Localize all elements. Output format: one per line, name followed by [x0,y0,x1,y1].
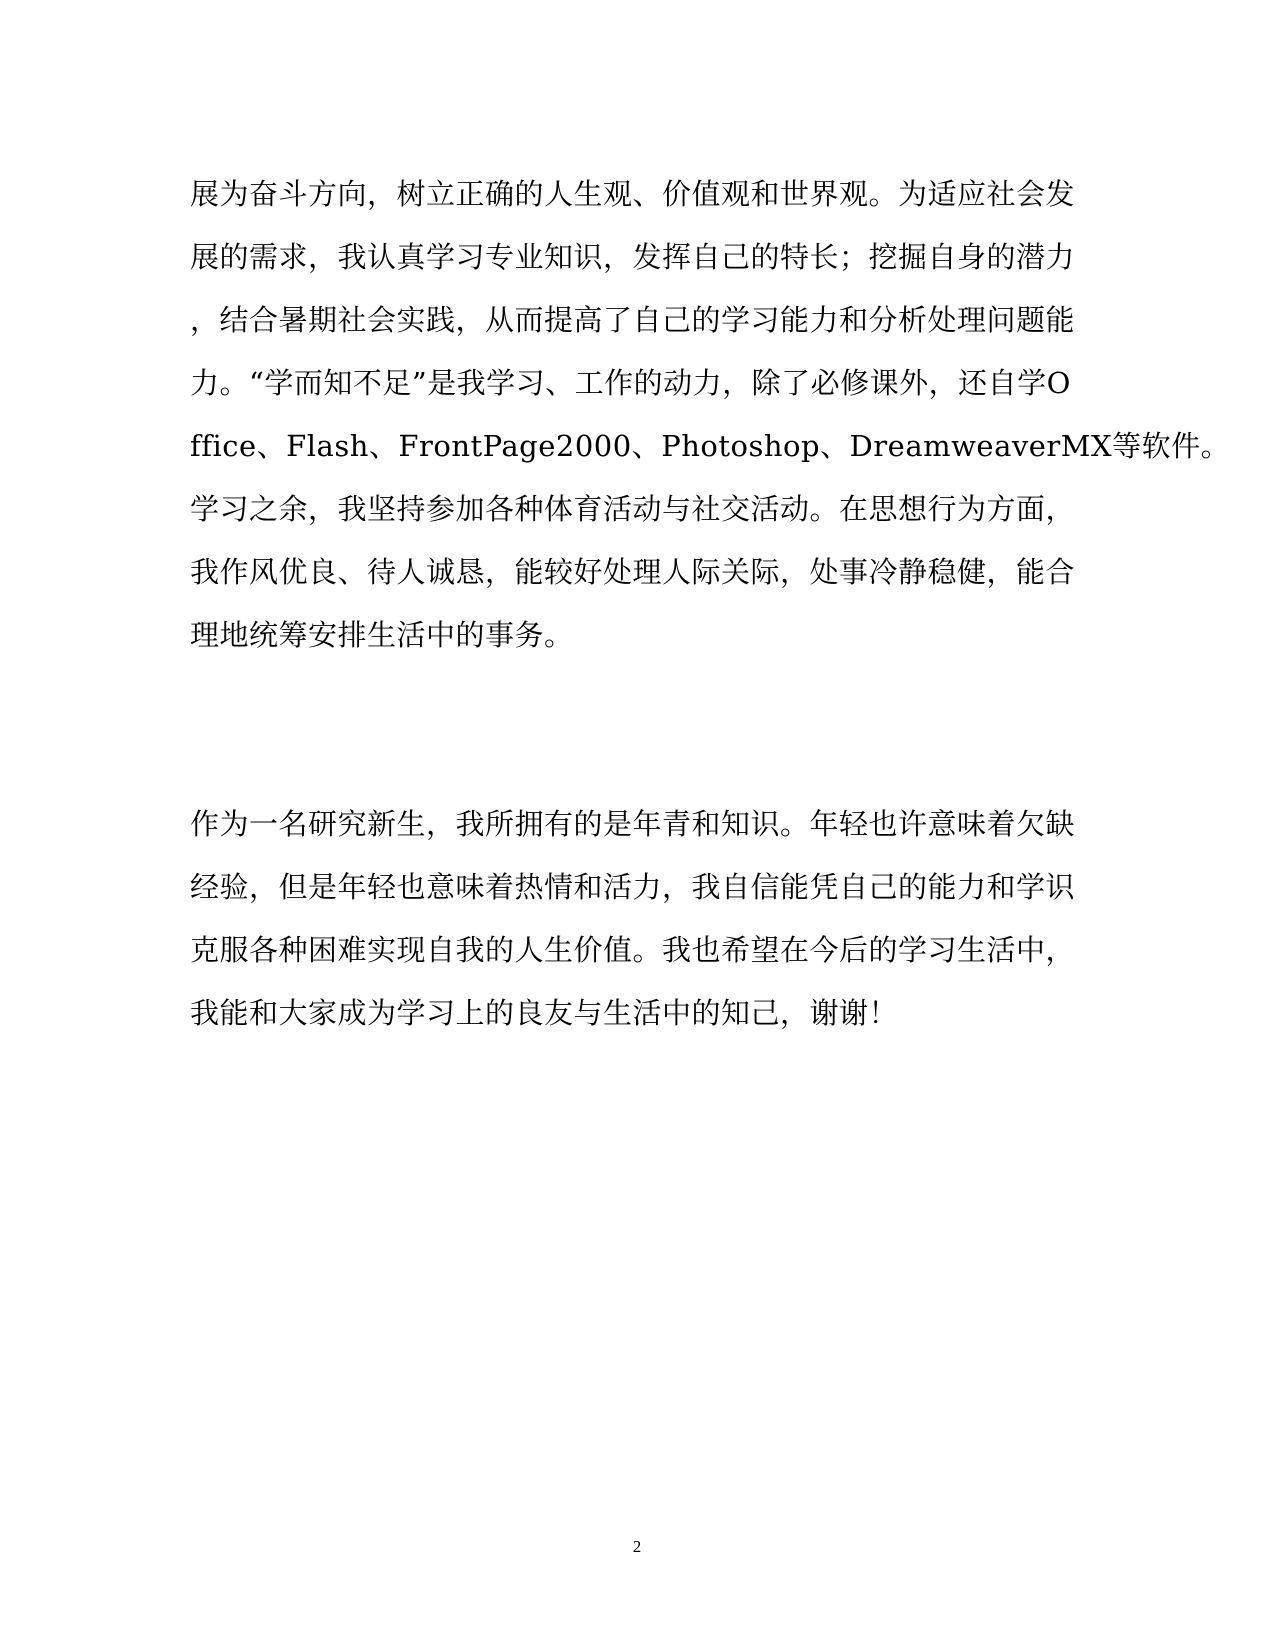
paragraph-line: 克服各种困难实现自我的人生价值。我也希望在今后的学习生活中， [190,933,1076,967]
paragraph-line: 作为一名研究新生，我所拥有的是年青和知识。年轻也许意味着欠缺 [190,807,1076,841]
paragraph-line: 力。“学而知不足”是我学习、工作的动力，除了必修课外，还自学O [190,366,1071,400]
paragraph-line: 经验，但是年轻也意味着热情和活力，我自信能凭自己的能力和学识 [190,870,1076,904]
paragraph-line: ，结合暑期社会实践，从而提高了自己的学习能力和分析处理问题能 [190,303,1076,337]
paragraph-line: 理地统筹安排生活中的事务。 [190,618,574,652]
paragraph-line: 我作风优良、待人诚恳，能较好处理人际关际，处事冷静稳健，能合 [190,555,1076,589]
paragraph-line: ffice、Flash、FrontPage2000、Photoshop、DreamweaverMX等软件。 [190,429,1231,463]
paragraph-line: 学习之余，我坚持参加各种体育活动与社交活动。在思想行为方面， [190,492,1076,526]
page-number: 2 [632,1537,642,1556]
paragraph-line: 展为奋斗方向，树立正确的人生观、价值观和世界观。为适应社会发 [190,177,1076,211]
paragraph-line: 我能和大家成为学习上的良友与生活中的知己，谢谢！ [190,996,899,1030]
paragraph-line: 展的需求，我认真学习专业知识，发挥自己的特长；挖掘自身的潜力 [190,240,1076,274]
